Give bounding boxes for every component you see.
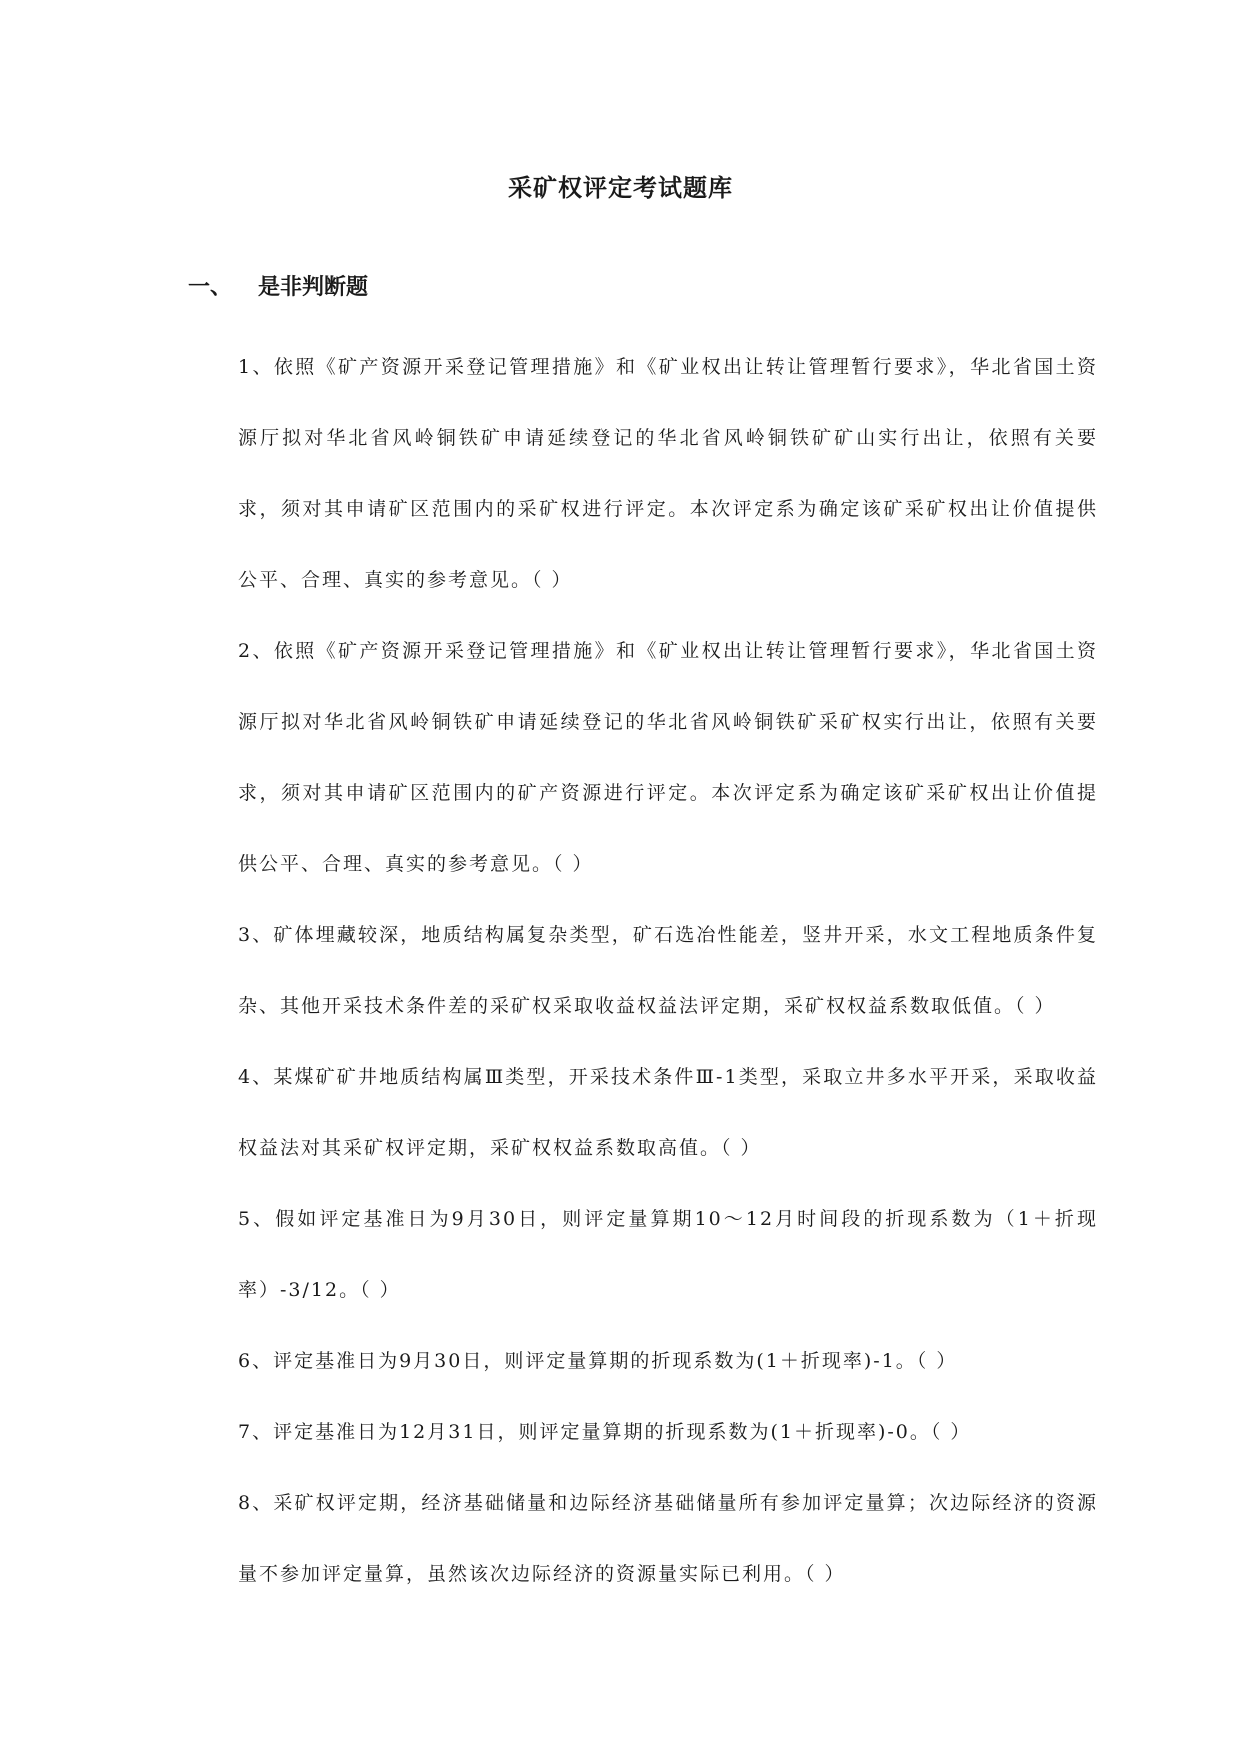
question-7: 7、评定基准日为12月31日，则评定量算期的折现系数为(1＋折现率)-0。（ ）	[238, 1421, 972, 1443]
question-6: 6、评定基准日为9月30日，则评定量算期的折现系数为(1＋折现率)-1。（ ）	[238, 1350, 958, 1372]
section-number: 一、	[188, 275, 233, 300]
question-1: 1、依照《矿产资源开采登记管理措施》和《矿业权出让转让管理暂行要求》，华北省国土资源厅拟对华北省风岭铜铁矿申请延续登记的华北省风岭铜铁矿矿山实行出让，依照有关要求，须对其申请矿区范围内的采矿权进行评定。本次评定系为确定该矿采矿权出让价值提供公平、合理、真实的参考意见。（ ）	[238, 356, 1098, 591]
section-heading	[188, 270, 368, 301]
question-4: 4、某煤矿矿井地质结构属Ⅲ类型，开采技术条件Ⅲ-1类型，采取立井多水平开采，采取收益权益法对其采矿权评定期，采矿权权益系数取高值。（ ）	[238, 1066, 1098, 1159]
question-list	[238, 332, 1098, 1610]
question-5: 5、假如评定基准日为9月30日，则评定量算期10～12月时间段的折现系数为（1＋折现率）-3/12。（ ）	[238, 1208, 1098, 1301]
question-8: 8、采矿权评定期，经济基础储量和边际经济基础储量所有参加评定量算；次边际经济的资源量不参加评定量算，虽然该次边际经济的资源量实际已利用。（ ）	[238, 1492, 1098, 1585]
document-title: 采矿权评定考试题库	[508, 174, 733, 202]
question-2: 2、依照《矿产资源开采登记管理措施》和《矿业权出让转让管理暂行要求》，华北省国土资源厅拟对华北省风岭铜铁矿申请延续登记的华北省风岭铜铁矿采矿权实行出让，依照有关要求，须对其申请矿区范围内的矿产资源进行评定。本次评定系为确定该矿采矿权出让价值提供公平、合理、真实的参考意见。（ ）	[238, 640, 1098, 875]
section-title: 是非判断题	[258, 275, 369, 300]
question-3: 3、矿体埋藏较深，地质结构属复杂类型，矿石选冶性能差，竖井开采，水文工程地质条件复杂、其他开采技术条件差的采矿权采取收益权益法评定期，采矿权权益系数取低值。（ ）	[238, 924, 1098, 1017]
